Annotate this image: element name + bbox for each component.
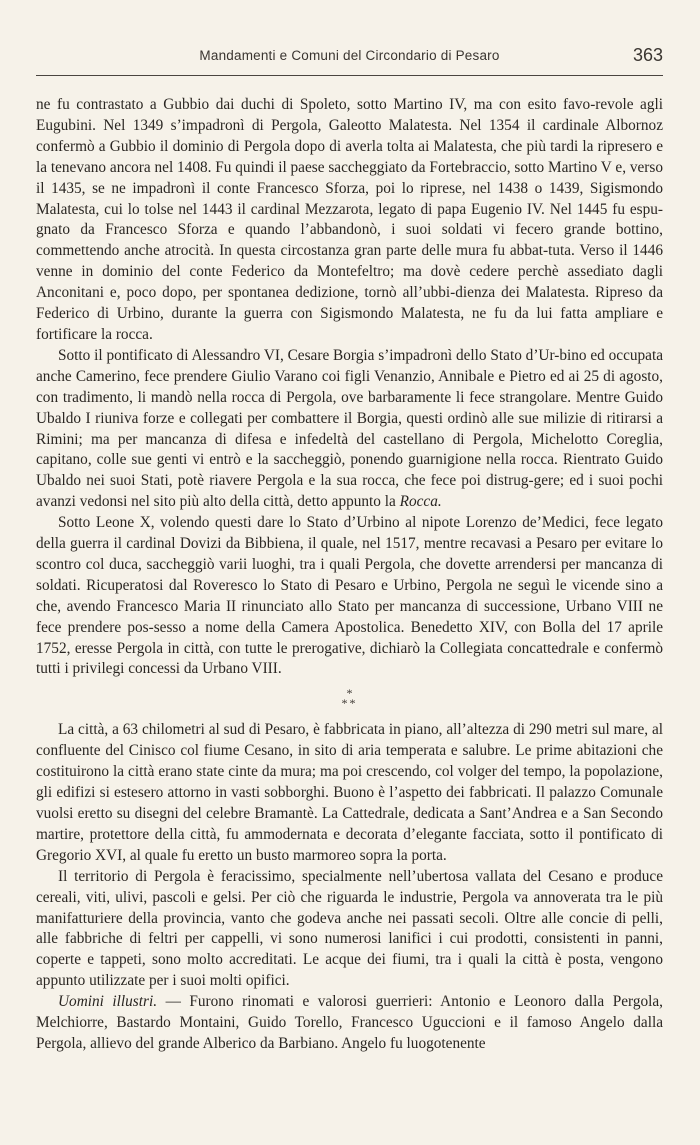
paragraph-4: La città, a 63 chilometri al sud di Pesaro, è fabbricata in piano, all’altezza di 290 metri sul mare, al confluente del Cinisco col fiume Cesano, in sito di aria temperata e salubre. Le prime abitazioni che costituirono la città erano state cinte da mura; ma poi crescendo, col volger del tempo, la popolazione, gli edifizi si estesero attorno in vasti sobborghi. Buono è l’aspetto dei fabbricati. Il palazzo Comunale vuolsi eretto su disegni del celebre Bramantè. La Cattedrale, dedicata a Sant’Andrea e a San Secondo martire, protettore della città, fu ammodernata e decorata d’elegante facciata, sotto il pontificato di Gregorio XVI, al quale fu eretto un busto marmoreo sopra la porta. [36,721,663,864]
page-header [36,45,663,78]
paragraph-2 [36,346,663,513]
rocca-term: Rocca. [399,493,442,511]
header-rule [36,75,663,76]
paragraph-3: Sotto Leone X, volendo questi dare lo Stato d’Urbino al nipote Lorenzo de’Medici, fece legato della guerra il cardinal Dovizi da Bibbiena, il quale, nel 1517, mentre recavasi a Pesaro per evitare lo scontro col duca, saccheggiò varii luoghi, tra i quali Pergola, che dovette arrendersi per mancanza di soldati. Ricuperatosi dal Roveresco lo Stato di Pesaro e Urbino, Pergola ne seguì le vicende sino a che, avendo Francesco Maria II rinunciato allo Stato per mancanza di successione, Urbano VIII ne fece prendere pos-sesso a nome della Camera Apostolica. Benedetto XIV, con Bolla del 17 aprile 1752, eresse Pergola in città, con tutte le prerogative, dichiarò la Collegiata concattedrale e confermò tutti i privilegi concessi da Urbano VIII. [36,514,663,678]
paragraph-1: ne fu contrastato a Gubbio dai duchi di Spoleto, sotto Martino IV, ma con esito favo-revole agli Eugubini. Nel 1349 s’impadronì di Pergola, Galeotto Malatesta. Nel 1354 il cardinale Albornoz confermò a Gubbio il dominio di Pergola dopo di averla tolta ai Malatesta, che più tardi la ripresero e la tenevano ancora nel 1408. Fu quindi il paese saccheggiato da Fortebraccio, sotto Martino V e, verso il 1435, se ne impadronì il conte Francesco Sforza, poi lo riprese, nel 1438 o 1439, Sigismondo Malatesta, cui lo tolse nel 1443 il cardinal Mezzarota, legato di papa Eugenio IV. Nel 1445 fu espu-gnato da Francesco Sforza e quando l’abbandonò, i suoi soldati vi fecero grande bottino, commettendo anche atrocità. In questa circostanza gran parte delle mura fu abbat-tuta. Verso il 1446 venne in dominio del conte Federico da Montefeltro; ma dovè cedere perchè assediato dagli Anconitani e, poco dopo, per spontanea dedizione, tornò all’ubbi-dienza dei Malatesta. Ripreso da Federico di Urbino, durante la guerra con Sigismondo Malatesta, ne fu da lui fatta ampliare e fortificare la rocca. [36,96,663,343]
body-text [36,95,663,1055]
section-asterism [36,686,663,711]
paragraph-6-text: — Furono rinomati e valorosi guerrieri: Antonio e Leonoro dalla Pergola, Melchiorre, Bastardo Montaini, Guido Torello, Francesco Uguccioni e il famoso Angelo dalla Pergola, allievo del grande Alberico da Barbiano. Angelo fu luogotenente [36,993,664,1052]
paragraph-6 [36,992,663,1055]
asterism-top: * [346,686,353,701]
illustrious-men-heading: Uomini illustri. [58,993,158,1011]
paragraph-5: Il territorio di Pergola è feracissimo, specialmente nell’ubertosa vallata del Cesano e produce cereali, viti, ulivi, pascoli e gelsi. Per ciò che riguarda le industrie, Pergola va annoverata tra le più manifatturiere della provincia, vanto che godeva anche nei passati secoli. Oltre alle concie di pelli, alle fabbriche di feltri per cappelli, vi sono numerosi lanifici i cui prodotti, consistenti in panni, coperte e tappeti, sono molto accreditati. Le acque dei fiumi, tra i quali la città è posta, vengono appunto utilizzate per i suoi molti opifici. [36,867,663,990]
page-number: 363 [632,45,663,65]
running-title: Mandamenti e Comuni del Circondario di Pesaro [199,48,500,63]
asterism-bottom: ** [341,696,358,711]
paragraph-2-text: Sotto il pontificato di Alessandro VI, Cesare Borgia s’impadronì dello Stato d’Ur-bino ed occupata anche Camerino, fece prendere Giulio Varano coi figli Venanzio, Annibale e Pietro ed ai 25 di agosto, con tradimento, li mandò nella rocca di Pergola, ove barbaramente li fece strangolare. Mentre Guido Ubaldo I riuniva forze e collegati per combattere il Borgia, questi ordinò alle sue milizie di ritirarsi a Rimini; ma per mancanza di difesa e infedeltà del castellano di Pergola, Michelotto Coreglia, capitano, colle sue genti vi entrò e la saccheggiò, ponendo guarnigione nella rocca. Rientrato Guido Ubaldo nei suoi Stati, potè riavere Pergola e la sua rocca, che fece poi distrug-gere; ed i suoi pochi avanzi vedonsi nel sito più alto della città, detto appunto la [36,346,663,511]
